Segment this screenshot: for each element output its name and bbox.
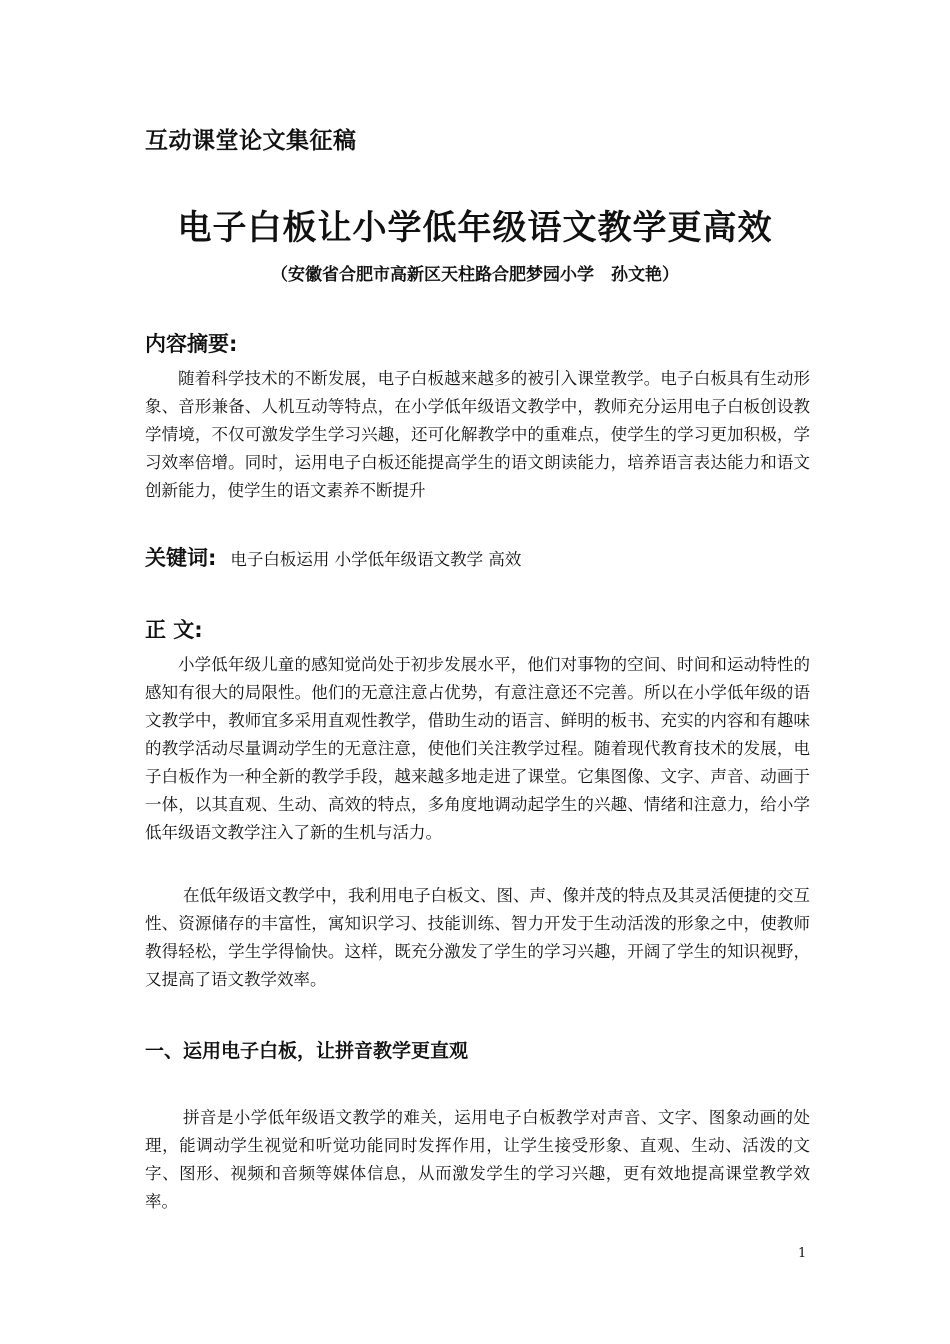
keywords-value: 电子白板运用 小学低年级语文教学 高效 <box>230 550 522 569</box>
header-label: 互动课堂论文集征稿 <box>145 128 357 154</box>
abstract-paragraph: 随着科学技术的不断发展，电子白板越来越多的被引入课堂教学。电子白板具有生动形象、音形兼备、人机互动等特点，在小学低年级语文教学中，教师充分运用电子白板创设教学情境，不仅可激发学生学习兴趣，还可化解教学中的重难点，使学生的学习更加积极，学习效率倍增。同时，运用电子白板还能提高学生的语文朗读能力，培养语言表达能力和语文创新能力，使学生的语文素养不断提升 <box>145 369 810 500</box>
author-line: （安徽省合肥市高新区天柱路合肥梦园小学 孙文艳） <box>271 265 679 285</box>
body-paragraph-1: 小学低年级儿童的感知觉尚处于初步发展水平，他们对事物的空间、时间和运动特性的感知有很大的局限性。他们的无意注意占优势，有意注意还不完善。所以在小学低年级的语文教学中，教师宜多采用直观性教学，借助生动的语言、鲜明的板书、充实的内容和有趣味的教学活动尽量调动学生的无意注意，使他们关注教学过程。随着现代教育技术的发展，电子白板作为一种全新的教学手段，越来越多地走进了课堂。它集图像、文字、声音、动画于一体，以其直观、生动、高效的特点，多角度地调动起学生的兴趣、情绪和注意力，给小学低年级语文教学注入了新的生机与活力。 <box>145 655 810 842</box>
keywords-row <box>145 542 521 572</box>
section-1-heading: 一、运用电子白板，让拼音教学更直观 <box>145 1040 469 1062</box>
body-heading: 正 文: <box>145 618 203 642</box>
document-title: 电子白板让小学低年级语文教学更高效 <box>177 208 773 248</box>
abstract-heading: 内容摘要: <box>145 332 238 356</box>
keywords-label: 关键词: <box>145 546 217 570</box>
body-paragraph-2: 在低年级语文教学中，我利用电子白板文、图、声、像并茂的特点及其灵活便捷的交互性、资源储存的丰富性，寓知识学习、技能训练、智力开发于生动活泼的形象之中，使教师教得轻松，学生学得愉快。这样，既充分激发了学生的学习兴趣，开阔了学生的知识视野，又提高了语文教学效率。 <box>145 886 810 989</box>
section-1-paragraph: 拼音是小学低年级语文教学的难关，运用电子白板教学对声音、文字、图象动画的处理，能调动学生视觉和听觉功能同时发挥作用，让学生接受形象、直观、生动、活泼的文字、图形、视频和音频等媒体信息，从而激发学生的学习兴趣，更有效地提高课堂教学效率。 <box>145 1108 810 1211</box>
page-number: 1 <box>798 1246 807 1261</box>
